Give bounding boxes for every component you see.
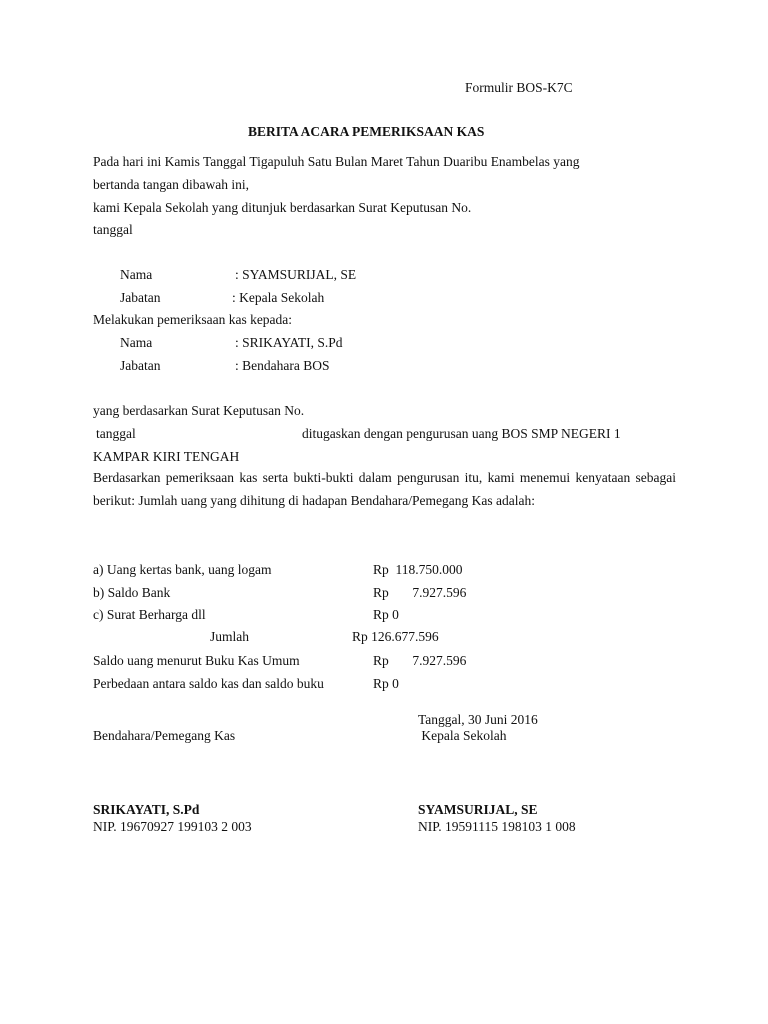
document-title: BERITA ACARA PEMERIKSAAN KAS: [248, 124, 485, 139]
decree-line-1: yang berdasarkan Surat Keputusan No.: [93, 403, 305, 418]
item-a-value: Rp 118.750.000: [373, 562, 463, 577]
treasurer-role: Bendahara/Pemegang Kas: [93, 728, 236, 743]
treasurer-position-value: : Bendahara BOS: [235, 358, 330, 373]
intro-line-2: bertanda tangan dibawah ini,: [93, 177, 249, 192]
treasurer-nip: NIP. 19670927 199103 2 003: [93, 819, 252, 834]
intro-line-3: kami Kepala Sekolah yang ditunjuk berdasarkan Surat Keputusan No.: [93, 200, 472, 215]
examined-intro: Melakukan pemeriksaan kas kepada:: [93, 312, 293, 327]
decree-line-3: KAMPAR KIRI TENGAH: [93, 449, 240, 464]
examiner-position-value: : Kepala Sekolah: [232, 290, 325, 305]
findings-paragraph: Berdasarkan pemeriksaan kas serta bukti-bukti dalam pengurusan itu, kami menemui kenyataan sebagai berikut: Jumlah uang yang dihitung di hadapan Bendahara/Pemegang Kas adalah:: [93, 470, 676, 508]
principal-signature-name: SYAMSURIJAL, SE: [418, 802, 538, 817]
treasurer-signature-name: SRIKAYATI, S.Pd: [93, 802, 200, 817]
examiner-name-value: : SYAMSURIJAL, SE: [235, 267, 357, 282]
decree-tanggal: tanggal: [96, 426, 136, 441]
item-b-label: b) Saldo Bank: [93, 585, 171, 600]
principal-role: Kepala Sekolah: [418, 728, 507, 743]
treasurer-name-value: : SRIKAYATI, S.Pd: [235, 335, 343, 350]
total-label: Jumlah: [210, 629, 249, 644]
bku-label: Saldo uang menurut Buku Kas Umum: [93, 653, 300, 668]
principal-nip: NIP. 19591115 198103 1 008: [418, 819, 576, 834]
item-c-value: Rp 0: [373, 607, 399, 622]
item-a-label: a) Uang kertas bank, uang logam: [93, 562, 272, 577]
treasurer-position-label: Jabatan: [120, 358, 161, 373]
intro-line-1: Pada hari ini Kamis Tanggal Tigapuluh Satu Bulan Maret Tahun Duaribu Enambelas yang: [93, 154, 580, 169]
date-line: Tanggal, 30 Juni 2016: [418, 712, 538, 727]
decree-assigned: ditugaskan dengan pengurusan uang BOS SMP NEGERI 1: [302, 426, 621, 441]
form-code: Formulir BOS-K7C: [465, 80, 573, 95]
item-b-value: Rp 7.927.596: [373, 585, 467, 600]
item-c-label: c) Surat Berharga dll: [93, 607, 206, 622]
treasurer-name-label: Nama: [120, 335, 153, 350]
difference-label: Perbedaan antara saldo kas dan saldo buku: [93, 676, 324, 691]
intro-line-4: tanggal: [93, 222, 133, 237]
difference-value: Rp 0: [373, 676, 399, 691]
examiner-position-label: Jabatan: [120, 290, 161, 305]
total-value: Rp 126.677.596: [352, 629, 439, 644]
examiner-name-label: Nama: [120, 267, 153, 282]
bku-value: Rp 7.927.596: [373, 653, 467, 668]
